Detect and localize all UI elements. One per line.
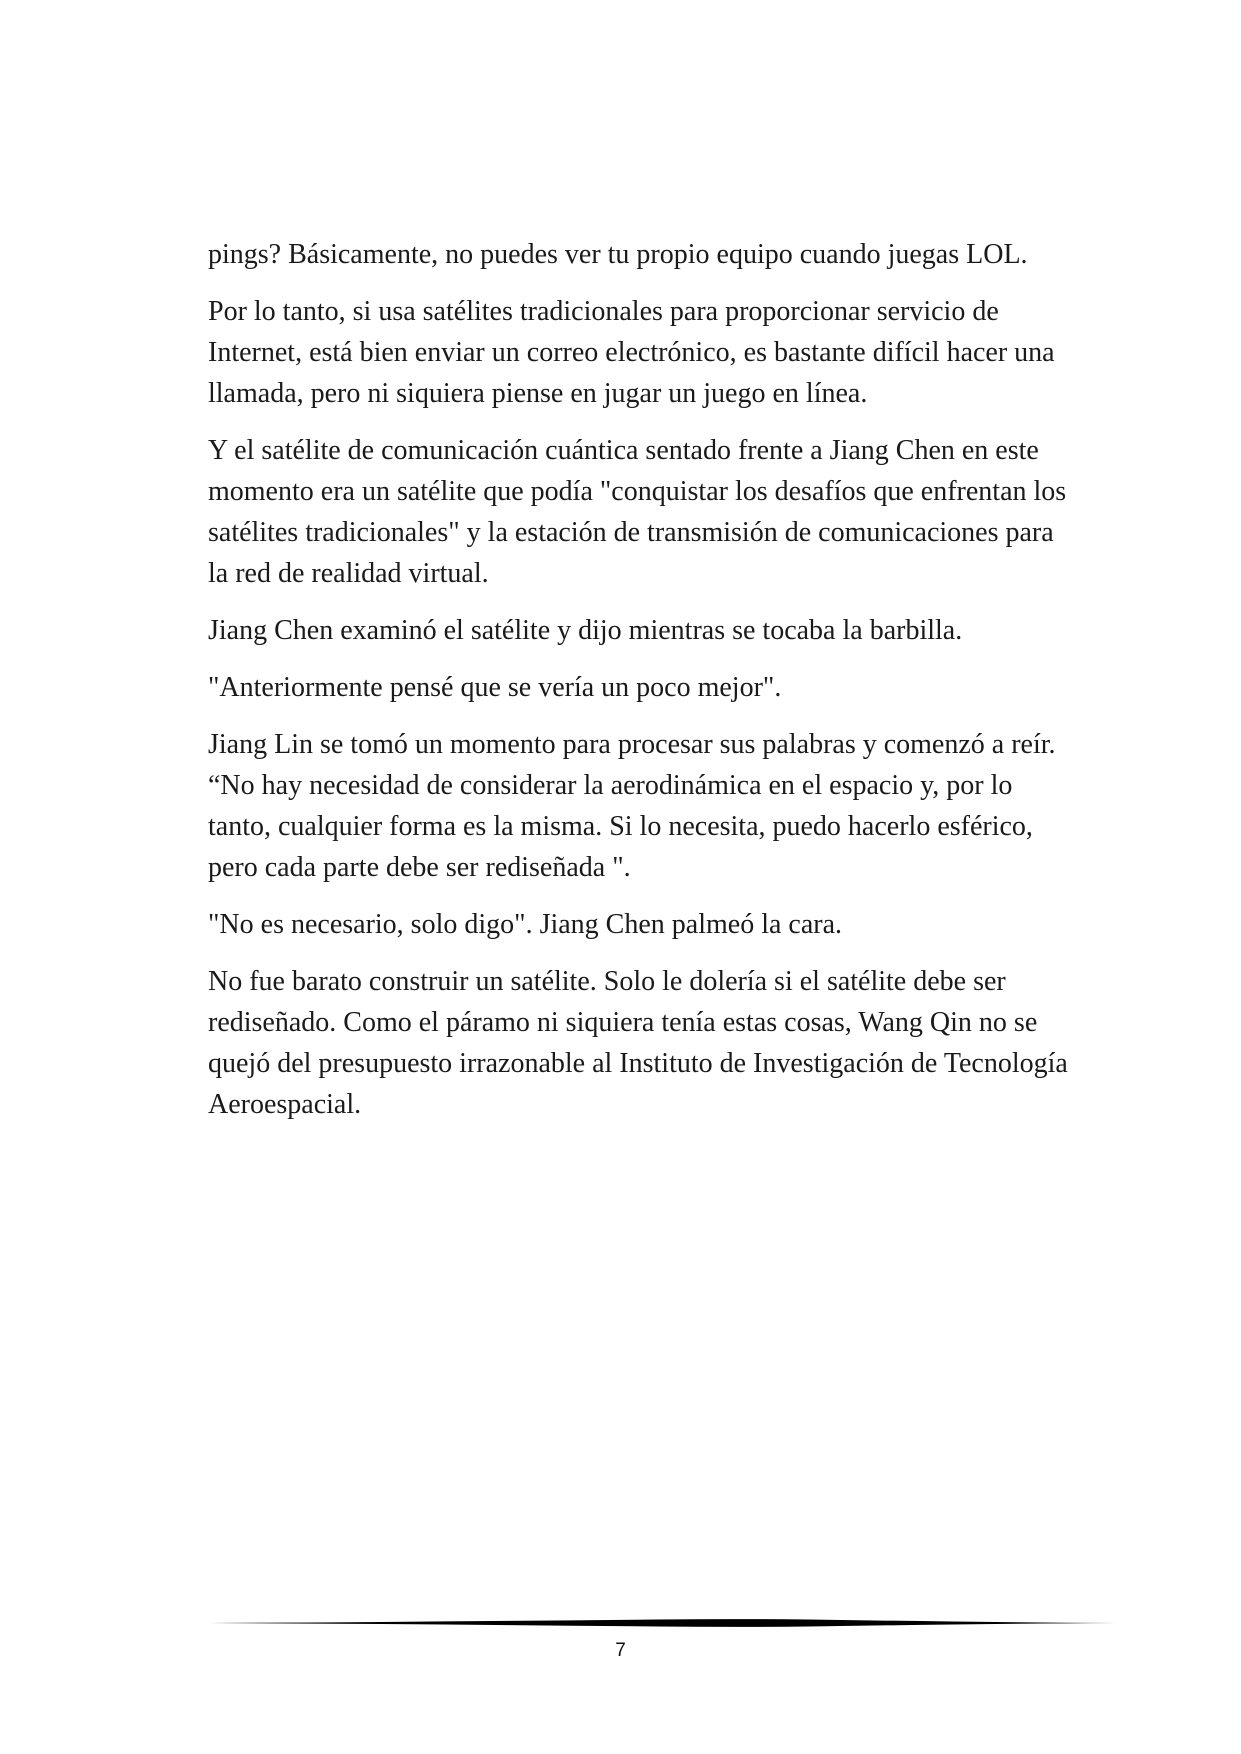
paragraph-7: "No es necesario, solo digo". Jiang Chen palmeó la cara. xyxy=(208,909,843,940)
footer-divider xyxy=(208,1617,1116,1629)
paragraph-1: pings? Básicamente, no puedes ver tu propio equipo cuando juegas LOL. xyxy=(208,239,1028,270)
paragraph-4: Jiang Chen examinó el satélite y dijo mientras se tocaba la barbilla. xyxy=(208,615,963,646)
paragraph-6: Jiang Lin se tomó un momento para procesar sus palabras y comenzó a reír. “No hay necesidad de considerar la aerodinámica en el espacio y, por lo tanto, cualquier forma es la misma. Si lo necesita, puedo hacerlo esférico, pero cada parte debe ser rediseñada ". xyxy=(208,729,1056,883)
body-text xyxy=(208,234,1076,1141)
paragraph-5: "Anteriormente pensé que se vería un poco mejor". xyxy=(208,672,782,703)
paragraph-3: Y el satélite de comunicación cuántica sentado frente a Jiang Chen en este momento era un satélite que podía "conquistar los desafíos que enfrentan los satélites tradicionales" y la estación de transmisión de comunicaciones para la red de realidad virtual. xyxy=(208,435,1067,589)
paragraph-2: Por lo tanto, si usa satélites tradicionales para proporcionar servicio de Internet, está bien enviar un correo electrónico, es bastante difícil hacer una llamada, pero ni siquiera piense en jugar un juego en línea. xyxy=(208,296,1055,409)
page-number: 7 xyxy=(615,1640,626,1661)
paragraph-8: No fue barato construir un satélite. Solo le dolería si el satélite debe ser rediseñado. Como el páramo ni siquiera tenía estas cosas, Wang Qin no se quejó del presupuesto irrazonable al Instituto de Investigación de Tecnología Aeroespacial. xyxy=(208,966,1068,1120)
